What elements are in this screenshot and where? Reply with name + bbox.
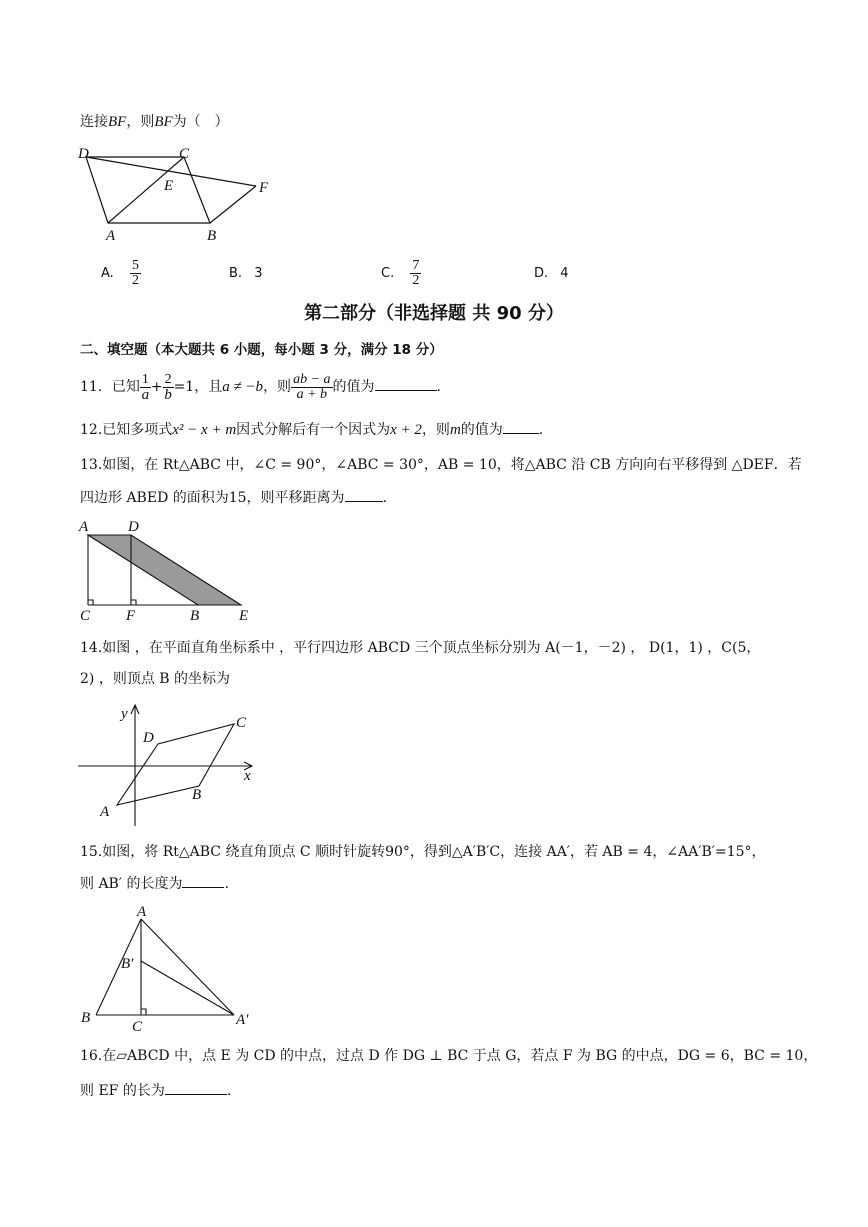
- q15-label-B-prime: B′: [121, 956, 134, 972]
- q11-plus: +: [150, 379, 163, 395]
- q13-line2: [80, 488, 387, 508]
- q10-label-F: F: [259, 180, 269, 196]
- q10-label-B: B: [207, 228, 217, 244]
- q12-prefix: 12.已知多项式: [80, 422, 173, 438]
- part2-title: 第二部分（非选择题 共 90 分）: [304, 303, 564, 324]
- option-value: 4: [560, 266, 569, 281]
- q10-option-d[interactable]: [534, 266, 569, 281]
- q11-cond: a ≠ −b: [222, 379, 264, 395]
- q10-tail-text: [80, 112, 229, 132]
- q12-poly: x² − x + m: [172, 422, 237, 438]
- q13-right-angle-F: [131, 600, 136, 605]
- q11-eq: =1，且: [173, 379, 223, 395]
- q10-figure: [76, 142, 276, 244]
- q10-label-D: D: [78, 146, 89, 162]
- section2-header: 二、填空题（本大题共 6 小题，每小题 3 分，满分 18 分）: [80, 342, 443, 358]
- q14-label-C: C: [236, 715, 247, 731]
- q16-line2-prefix: 则 EF 的长为: [80, 1083, 165, 1099]
- q12-mid2: ，则: [421, 422, 450, 438]
- option-letter: D.: [534, 266, 549, 281]
- q10-seg1: BF: [108, 114, 127, 130]
- q14-line1: 14.如图 ，在平面直角坐标系中 ，平行四边形 ABCD 三个顶点坐标分别为 A(－1，－2) ， D(1，1) ，C(5，: [80, 640, 761, 656]
- q11-mid: ，则: [263, 379, 292, 395]
- q12-text: [80, 420, 543, 440]
- q12-suffix: 的值为: [460, 422, 503, 438]
- option-letter: C.: [381, 266, 395, 281]
- q11-answer-blank[interactable]: [375, 390, 437, 391]
- q15-label-B: B: [81, 1010, 91, 1026]
- option-letter: A.: [101, 266, 114, 281]
- q15-label-A: A: [137, 904, 147, 920]
- q10-line-BF: [210, 186, 256, 223]
- q11-frac3: $\frac{ab - a}{a + b}$: [293, 371, 331, 402]
- q15-line-AA': [141, 919, 234, 1015]
- q16-end: .: [226, 1083, 232, 1099]
- q15-figure: [76, 900, 266, 1036]
- q14-label-D: D: [143, 730, 154, 746]
- q15-end: .: [224, 876, 229, 892]
- q14-label-x: x: [244, 768, 251, 784]
- q13-label-E: E: [239, 608, 249, 624]
- q10-parallelogram: [86, 157, 210, 223]
- q15-answer-blank[interactable]: [182, 887, 224, 888]
- q13-line2-prefix: 四边形 ABED 的面积为15，则平移距离为: [80, 490, 345, 506]
- q10-tail-suffix: 为（ ）: [172, 114, 229, 130]
- q13-figure: [76, 516, 256, 624]
- q15-line1: 15.如图，将 Rt△ABC 绕直角顶点 C 顺时针旋转90°，得到△A′B′C，连接 AA′，若 AB = 4，∠AA′B′=15°，: [80, 844, 766, 860]
- q11-end: .: [436, 379, 441, 395]
- q16-line1: 16.在▱ABCD 中，点 E 为 CD 的中点，过点 D 作 DG ⊥ BC 于点 G，若点 F 为 BG 的中点，DG = 6，BC = 10，: [80, 1048, 818, 1064]
- q13-end: .: [382, 490, 388, 506]
- q12-end: .: [538, 422, 544, 438]
- q15-line2-prefix: 则 AB′ 的长度为: [80, 876, 183, 892]
- q13-label-A: A: [79, 519, 89, 535]
- q14-label-A: A: [100, 804, 110, 820]
- q15-label-C: C: [132, 1019, 143, 1035]
- q15-line-BA: [96, 919, 141, 1015]
- q10-label-A: A: [106, 228, 116, 244]
- option-fraction: $\frac{7}{2}$: [412, 258, 420, 288]
- option-fraction: $\frac{5}{2}$: [131, 258, 139, 288]
- option-value: 3: [254, 266, 263, 281]
- q10-option-a[interactable]: [101, 259, 141, 288]
- q14-label-B: B: [192, 787, 202, 803]
- q15-line-B'A': [141, 961, 234, 1015]
- q13-label-D: D: [128, 519, 139, 535]
- q11-suffix: 的值为: [332, 379, 375, 395]
- q14-label-y: y: [121, 706, 128, 722]
- q12-answer-blank[interactable]: [503, 433, 539, 434]
- q13-label-B: B: [190, 608, 200, 624]
- q10-option-c[interactable]: [381, 259, 421, 288]
- q10-tail-prefix: 连接: [80, 114, 108, 130]
- q11-frac1: $\frac{1}{a}$: [141, 371, 150, 403]
- q15-label-A-prime: A′: [236, 1012, 249, 1028]
- q13-answer-blank[interactable]: [345, 501, 383, 502]
- q16-answer-blank[interactable]: [165, 1094, 227, 1095]
- q13-right-angle-C: [88, 600, 93, 605]
- q16-line2: [80, 1081, 231, 1101]
- q10-tail-mid: ，则: [126, 114, 155, 130]
- q13-shaded-region: [88, 535, 241, 605]
- q11-text: [80, 370, 441, 404]
- q14-figure: [76, 700, 266, 830]
- q12-var: m: [449, 422, 461, 438]
- q13-line1: 13.如图，在 Rt△ABC 中，∠C = 90°，∠ABC = 30°，AB = 10，将△ABC 沿 CB 方向向右平移得到 △DEF．若: [80, 457, 802, 473]
- q10-label-E: E: [164, 178, 174, 194]
- q12-factor: x + 2: [390, 422, 422, 438]
- q13-label-C: C: [80, 608, 91, 624]
- option-letter: B.: [229, 266, 243, 281]
- q12-mid: 因式分解后有一个因式为: [236, 422, 391, 438]
- q15-right-angle-C: [141, 1009, 146, 1015]
- q10-seg2: BF: [154, 114, 173, 130]
- q15-line2: [80, 874, 229, 894]
- q11-frac2: $\frac{2}{b}$: [164, 371, 172, 403]
- q13-label-F: F: [126, 608, 136, 624]
- q11-prefix: 11．已知: [80, 379, 140, 395]
- q14-line2: 2) ，则顶点 B 的坐标为: [80, 671, 231, 687]
- q10-option-b[interactable]: [229, 266, 262, 281]
- q10-label-C: C: [179, 146, 190, 162]
